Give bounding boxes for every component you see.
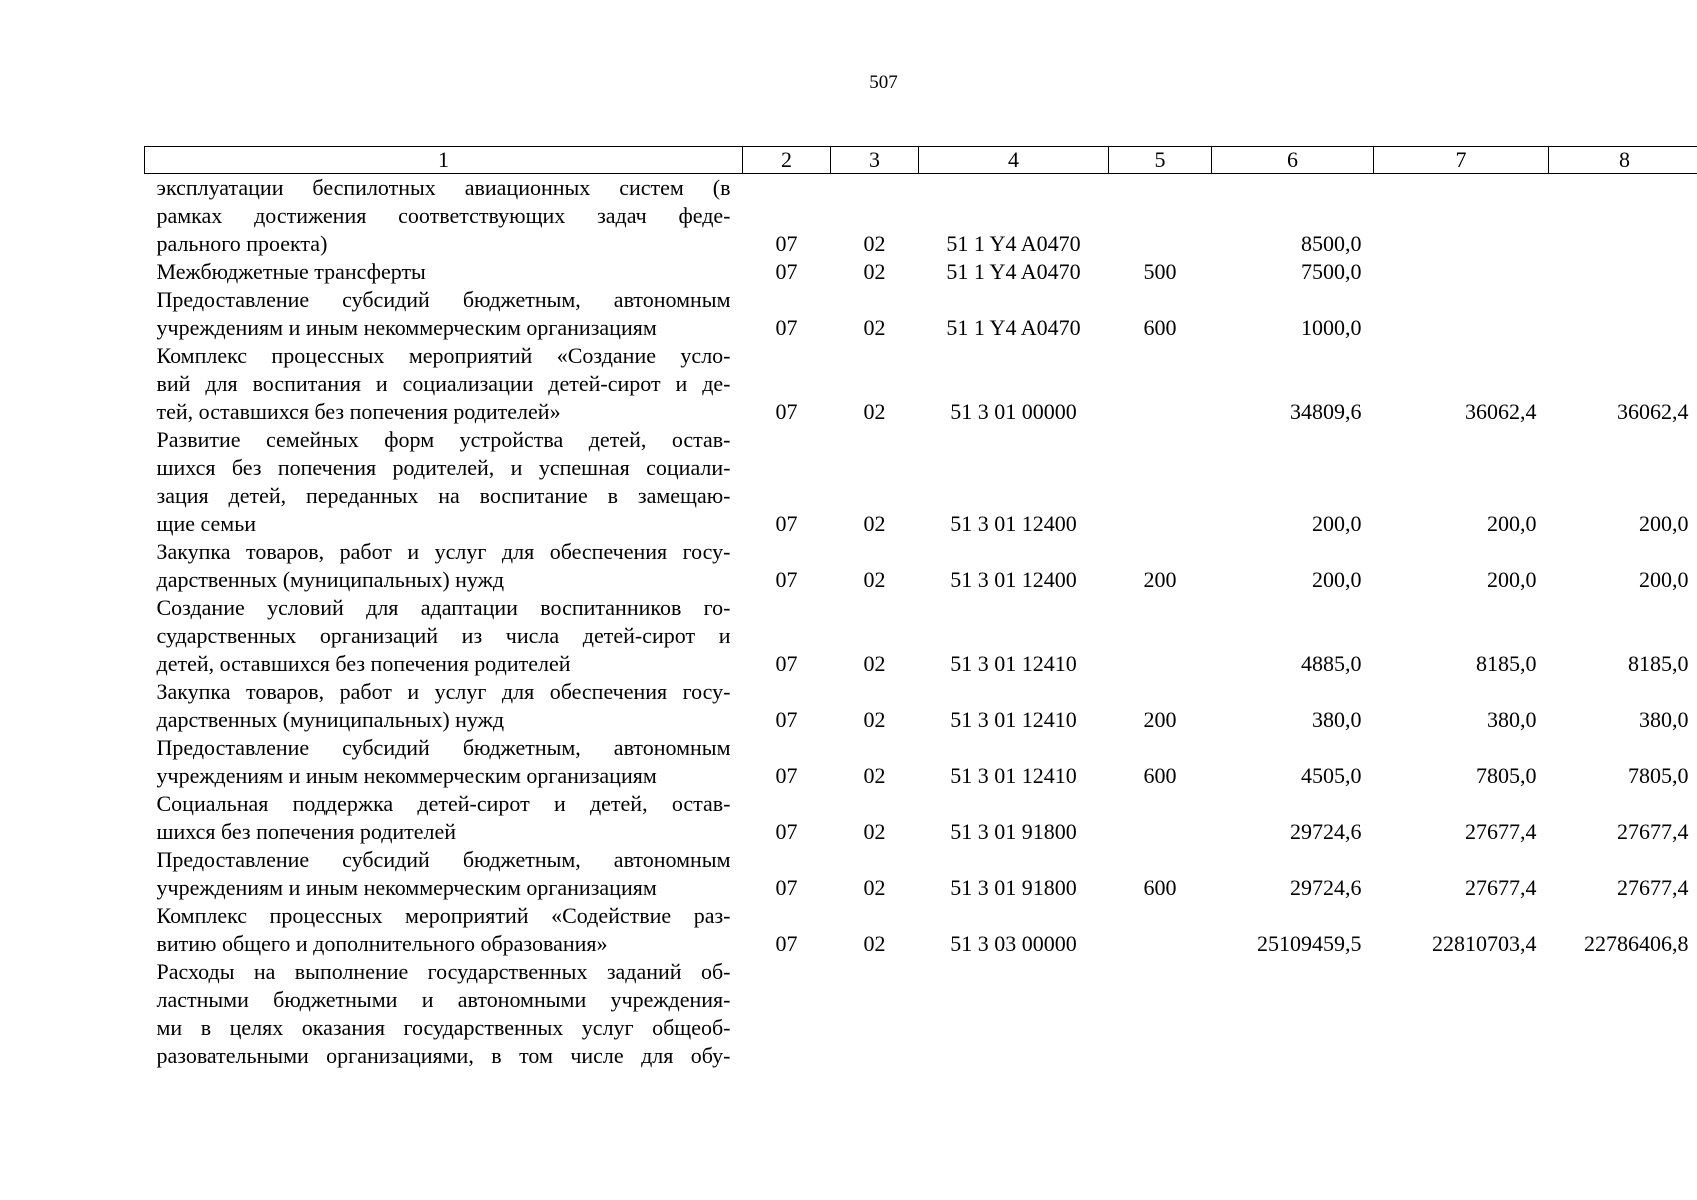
subsection-code <box>831 958 919 1070</box>
description-line: Развитие семейных форм устройства детей, остав- <box>156 427 731 452</box>
description-line: Комплекс процессных мероприятий «Содействие раз- <box>156 903 731 928</box>
target-article-code <box>919 958 1109 1070</box>
subsection-code: 02 <box>863 231 886 256</box>
expense-type-code <box>1109 174 1212 259</box>
row-description <box>145 958 743 1070</box>
description-line: дарственных (муниципальных) нужд <box>156 567 505 592</box>
amount-col-6: 7500,0 <box>1301 259 1362 284</box>
description-line: Предоставление субсидий бюджетным, автономным <box>156 287 731 312</box>
section-code: 07 <box>775 231 798 256</box>
expense-type-code: 600 <box>1143 315 1177 340</box>
amount-col-7 <box>1374 258 1549 286</box>
page-number: 507 <box>869 72 898 93</box>
description-line: витию общего и дополнительного образования» <box>156 931 608 956</box>
amount-col-7 <box>1374 286 1549 342</box>
target-article-code: 51 3 01 91800 <box>950 875 1077 900</box>
row-description <box>145 286 743 342</box>
column-header: 5 <box>1109 147 1212 174</box>
column-header: 2 <box>743 147 831 174</box>
amount-col-7: 8185,0 <box>1476 651 1537 676</box>
description-line: рального проекта) <box>156 231 328 256</box>
description-line: шихся без попечения родителей, и успешная социали- <box>156 455 731 480</box>
description-line: Закупка товаров, работ и услуг для обеспечения госу- <box>156 679 731 704</box>
target-article-code: 51 3 01 12400 <box>950 511 1077 536</box>
expense-type-code <box>1109 790 1212 846</box>
row-description <box>145 790 743 846</box>
section-code: 07 <box>775 259 798 284</box>
description-line: эксплуатации беспилотных авиационных систем (в <box>156 175 731 200</box>
column-header: 7 <box>1374 147 1549 174</box>
column-header: 8 <box>1549 147 1697 174</box>
amount-col-7: 200,0 <box>1487 567 1537 592</box>
description-line: Предоставление субсидий бюджетным, автономным <box>156 735 731 760</box>
row-description <box>145 846 743 902</box>
target-article-code: 51 3 01 12410 <box>950 763 1077 788</box>
table-row <box>145 846 1697 902</box>
description-line: детей, оставшихся без попечения родителей <box>156 651 571 676</box>
section-code: 07 <box>775 875 798 900</box>
amount-col-8 <box>1549 258 1697 286</box>
target-article-code: 51 1 Y4 A0470 <box>946 259 1081 284</box>
section-code: 07 <box>775 399 798 424</box>
target-article-code: 51 1 Y4 A0470 <box>946 231 1081 256</box>
amount-col-7: 27677,4 <box>1465 819 1537 844</box>
row-description <box>145 734 743 790</box>
section-code: 07 <box>775 651 798 676</box>
amount-col-8: 200,0 <box>1639 567 1689 592</box>
table-body <box>145 174 1697 1071</box>
description-line: разовательными организациями, в том числе для обу- <box>156 1043 731 1068</box>
amount-col-6: 1000,0 <box>1301 315 1362 340</box>
description-line: учреждениям и иным некоммерческим организациям <box>156 875 657 900</box>
description-line: Создание условий для адаптации воспитанников го- <box>156 595 731 620</box>
amount-col-6: 34809,6 <box>1290 399 1362 424</box>
subsection-code: 02 <box>863 819 886 844</box>
amount-col-7: 36062,4 <box>1465 399 1537 424</box>
amount-col-8: 27677,4 <box>1617 875 1689 900</box>
subsection-code: 02 <box>863 875 886 900</box>
description-line: тей, оставшихся без попечения родителей» <box>156 399 561 424</box>
amount-col-7: 22810703,4 <box>1432 931 1537 956</box>
amount-col-8 <box>1549 958 1697 1070</box>
row-description <box>145 594 743 678</box>
amount-col-8: 22786406,8 <box>1584 931 1689 956</box>
description-line: вий для воспитания и социализации детей-сирот и де- <box>156 371 731 396</box>
table-row <box>145 958 1697 1070</box>
subsection-code: 02 <box>863 567 886 592</box>
expense-type-code: 200 <box>1143 707 1177 732</box>
expense-type-code <box>1109 594 1212 678</box>
column-header: 1 <box>145 147 743 174</box>
section-code: 07 <box>775 315 798 340</box>
expense-type-code: 600 <box>1143 763 1177 788</box>
table-row <box>145 734 1697 790</box>
table-row <box>145 426 1697 538</box>
subsection-code: 02 <box>863 315 886 340</box>
table-row <box>145 258 1697 286</box>
subsection-code: 02 <box>863 931 886 956</box>
amount-col-8 <box>1549 286 1697 342</box>
target-article-code: 51 3 01 00000 <box>950 399 1077 424</box>
expense-type-code <box>1109 426 1212 538</box>
description-line: сударственных организаций из числа детей-сирот и <box>156 623 731 648</box>
subsection-code: 02 <box>863 399 886 424</box>
amount-col-6: 4505,0 <box>1301 763 1362 788</box>
row-description <box>145 678 743 734</box>
table-row <box>145 538 1697 594</box>
expense-type-code <box>1109 958 1212 1070</box>
subsection-code: 02 <box>863 511 886 536</box>
column-header: 3 <box>831 147 919 174</box>
description-line: шихся без попечения родителей <box>156 819 457 844</box>
amount-col-7 <box>1374 958 1549 1070</box>
description-line: учреждениям и иным некоммерческим организациям <box>156 315 657 340</box>
amount-col-7 <box>1374 174 1549 259</box>
amount-col-7: 27677,4 <box>1465 875 1537 900</box>
section-code: 07 <box>775 511 798 536</box>
target-article-code: 51 3 01 12410 <box>950 651 1077 676</box>
table-row <box>145 342 1697 426</box>
amount-col-6: 200,0 <box>1312 511 1362 536</box>
target-article-code: 51 3 01 91800 <box>950 819 1077 844</box>
subsection-code: 02 <box>863 259 886 284</box>
description-line: учреждениям и иным некоммерческим организациям <box>156 763 657 788</box>
row-description <box>145 426 743 538</box>
amount-col-6: 25109459,5 <box>1257 931 1362 956</box>
description-line: Комплекс процессных мероприятий «Создание усло- <box>156 343 731 368</box>
amount-col-7: 200,0 <box>1487 511 1537 536</box>
description-line: Предоставление субсидий бюджетным, автономным <box>156 847 731 872</box>
description-line: Межбюджетные трансферты <box>156 259 426 284</box>
amount-col-6: 29724,6 <box>1290 819 1362 844</box>
target-article-code: 51 3 01 12400 <box>950 567 1077 592</box>
amount-col-8 <box>1549 174 1697 259</box>
target-article-code: 51 3 03 00000 <box>950 931 1077 956</box>
section-code: 07 <box>775 931 798 956</box>
section-code: 07 <box>775 763 798 788</box>
amount-col-6 <box>1212 958 1374 1070</box>
amount-col-8: 36062,4 <box>1617 399 1689 424</box>
column-header-row <box>145 147 1697 174</box>
column-header: 6 <box>1212 147 1374 174</box>
description-line: Социальная поддержка детей-сирот и детей, остав- <box>156 791 731 816</box>
expense-type-code <box>1109 342 1212 426</box>
table-row <box>145 902 1697 958</box>
table-row <box>145 594 1697 678</box>
amount-col-8: 27677,4 <box>1617 819 1689 844</box>
amount-col-8: 200,0 <box>1639 511 1689 536</box>
expense-type-code: 200 <box>1143 567 1177 592</box>
table-row <box>145 286 1697 342</box>
subsection-code: 02 <box>863 651 886 676</box>
amount-col-7: 380,0 <box>1487 707 1537 732</box>
description-line: зация детей, переданных на воспитание в замещаю- <box>156 483 731 508</box>
amount-col-6: 8500,0 <box>1301 231 1362 256</box>
amount-col-7: 7805,0 <box>1476 763 1537 788</box>
amount-col-6: 200,0 <box>1312 567 1362 592</box>
description-line: дарственных (муниципальных) нужд <box>156 707 505 732</box>
amount-col-6: 4885,0 <box>1301 651 1362 676</box>
row-description <box>145 342 743 426</box>
row-description <box>145 902 743 958</box>
target-article-code: 51 1 Y4 A0470 <box>946 315 1081 340</box>
table-row <box>145 678 1697 734</box>
amount-col-8: 380,0 <box>1639 707 1689 732</box>
amount-col-6: 380,0 <box>1312 707 1362 732</box>
section-code <box>743 958 831 1070</box>
amount-col-8: 7805,0 <box>1628 763 1689 788</box>
section-code: 07 <box>775 819 798 844</box>
row-description <box>145 258 743 286</box>
column-header: 4 <box>919 147 1109 174</box>
expense-type-code <box>1109 902 1212 958</box>
budget-table <box>144 146 1697 1070</box>
section-code: 07 <box>775 567 798 592</box>
subsection-code: 02 <box>863 763 886 788</box>
subsection-code: 02 <box>863 707 886 732</box>
description-line: щие семьи <box>156 511 257 536</box>
table-row <box>145 790 1697 846</box>
description-line: рамках достижения соответствующих задач феде- <box>156 203 731 228</box>
expense-type-code: 600 <box>1143 875 1177 900</box>
description-line: Расходы на выполнение государственных заданий об- <box>156 959 731 984</box>
amount-col-8: 8185,0 <box>1628 651 1689 676</box>
expense-type-code: 500 <box>1143 259 1177 284</box>
row-description <box>145 174 743 259</box>
description-line: ми в целях оказания государственных услуг общеоб- <box>156 1015 731 1040</box>
amount-col-6: 29724,6 <box>1290 875 1362 900</box>
table-row <box>145 174 1697 259</box>
description-line: Закупка товаров, работ и услуг для обеспечения госу- <box>156 539 731 564</box>
row-description <box>145 538 743 594</box>
description-line: ластными бюджетными и автономными учреждения- <box>156 987 731 1012</box>
target-article-code: 51 3 01 12410 <box>950 707 1077 732</box>
section-code: 07 <box>775 707 798 732</box>
